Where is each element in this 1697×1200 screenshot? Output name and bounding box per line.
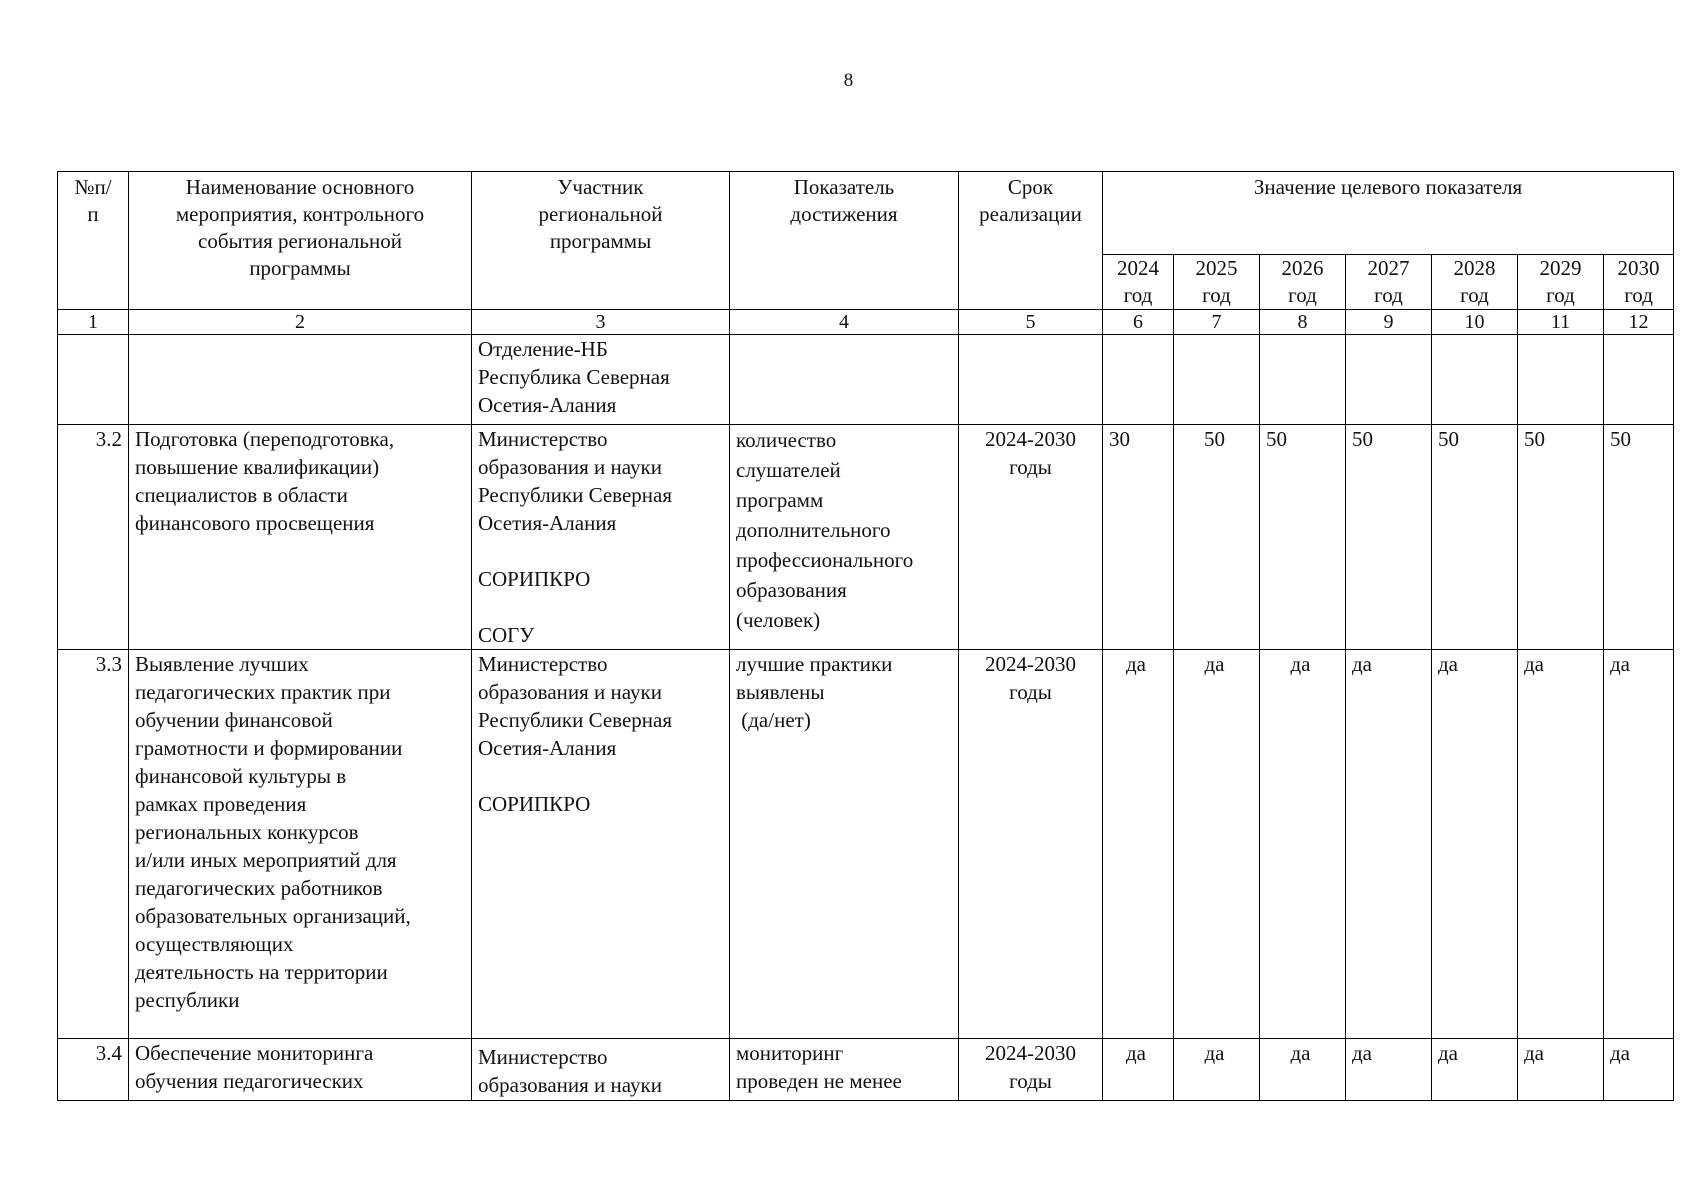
cell-value (1103, 335, 1174, 425)
table-row (58, 1039, 1674, 1101)
cell-indicator: количество слушателей программ дополнительного профессионального образования (человек) (730, 425, 959, 650)
column-number: 3 (472, 310, 730, 335)
column-number: 10 (1432, 310, 1518, 335)
cell-value: да (1518, 650, 1604, 1039)
cell-value: да (1604, 1039, 1674, 1101)
header-year: 2029 год (1518, 255, 1604, 310)
cell-value: да (1604, 650, 1674, 1039)
header-indicator: Показатель достижения (730, 172, 959, 310)
cell-participant: Министерство образования и науки Республики Северная Осетия-Алания СОРИПКРО (472, 650, 730, 1039)
cell-value: да (1103, 650, 1174, 1039)
cell-num: 3.2 (58, 425, 129, 650)
cell-participant: Министерство образования и науки (472, 1039, 730, 1101)
cell-value: 50 (1604, 425, 1674, 650)
cell-value: да (1432, 1039, 1518, 1101)
cell-value (1518, 335, 1604, 425)
column-number: 7 (1174, 310, 1260, 335)
cell-participant: Отделение-НБ Республика Северная Осетия-Алания (472, 335, 730, 425)
cell-value (1432, 335, 1518, 425)
cell-value: да (1518, 1039, 1604, 1101)
header-year: 2027 год (1346, 255, 1432, 310)
cell-name: Обеспечение мониторинга обучения педагогических (129, 1039, 472, 1101)
column-numbers-row (58, 310, 1674, 335)
header-name: Наименование основного мероприятия, контрольного события региональной программы (129, 172, 472, 310)
cell-term: 2024-2030 годы (959, 425, 1103, 650)
column-number: 9 (1346, 310, 1432, 335)
header-target-value: Значение целевого показателя (1103, 172, 1674, 255)
cell-indicator (730, 335, 959, 425)
column-number: 1 (58, 310, 129, 335)
cell-term (959, 335, 1103, 425)
cell-value: 50 (1260, 425, 1346, 650)
column-number: 2 (129, 310, 472, 335)
cell-value: да (1432, 650, 1518, 1039)
cell-num (58, 335, 129, 425)
cell-participant: Министерство образования и науки Республики Северная Осетия-Алания СОРИПКРО СОГУ (472, 425, 730, 650)
cell-value (1346, 335, 1432, 425)
header-row (58, 172, 1674, 255)
header-year: 2030 год (1604, 255, 1674, 310)
program-table (57, 171, 1674, 1101)
cell-num: 3.4 (58, 1039, 129, 1101)
cell-value (1260, 335, 1346, 425)
table-row (58, 425, 1674, 650)
cell-value (1604, 335, 1674, 425)
column-number: 8 (1260, 310, 1346, 335)
cell-value: 50 (1432, 425, 1518, 650)
cell-name: Подготовка (переподготовка, повышение квалификации) специалистов в области финансового просвещения (129, 425, 472, 650)
page-number: 8 (843, 70, 854, 91)
cell-value: да (1346, 1039, 1432, 1101)
table-row (58, 650, 1674, 1039)
cell-value: 50 (1518, 425, 1604, 650)
table-row (58, 335, 1674, 425)
header-term: Срок реализации (959, 172, 1103, 310)
cell-value: 50 (1346, 425, 1432, 650)
cell-value: да (1260, 650, 1346, 1039)
cell-value: 30 (1103, 425, 1174, 650)
column-number: 4 (730, 310, 959, 335)
header-participant: Участник региональной программы (472, 172, 730, 310)
cell-term: 2024-2030 годы (959, 1039, 1103, 1101)
cell-name (129, 335, 472, 425)
cell-value: да (1103, 1039, 1174, 1101)
cell-indicator: мониторинг проведен не менее (730, 1039, 959, 1101)
column-number: 5 (959, 310, 1103, 335)
cell-name: Выявление лучших педагогических практик при обучении финансовой грамотности и формировании финансовой культуры в рамках проведения региональных конкурсов и/или иных мероприятий для педагогических работников образовательных организаций, осуществляющих деятельность на территории республики (129, 650, 472, 1039)
column-number: 6 (1103, 310, 1174, 335)
header-year: 2025 год (1174, 255, 1260, 310)
column-number: 11 (1518, 310, 1604, 335)
cell-value: да (1346, 650, 1432, 1039)
cell-value: да (1174, 1039, 1260, 1101)
cell-term: 2024-2030 годы (959, 650, 1103, 1039)
cell-value: 50 (1174, 425, 1260, 650)
cell-num: 3.3 (58, 650, 129, 1039)
cell-indicator: лучшие практики выявлены (да/нет) (730, 650, 959, 1039)
cell-value: да (1174, 650, 1260, 1039)
header-year: 2028 год (1432, 255, 1518, 310)
cell-value: да (1260, 1039, 1346, 1101)
header-num: №п/ п (58, 172, 129, 310)
cell-value (1174, 335, 1260, 425)
column-number: 12 (1604, 310, 1674, 335)
header-year: 2024 год (1103, 255, 1174, 310)
header-year: 2026 год (1260, 255, 1346, 310)
